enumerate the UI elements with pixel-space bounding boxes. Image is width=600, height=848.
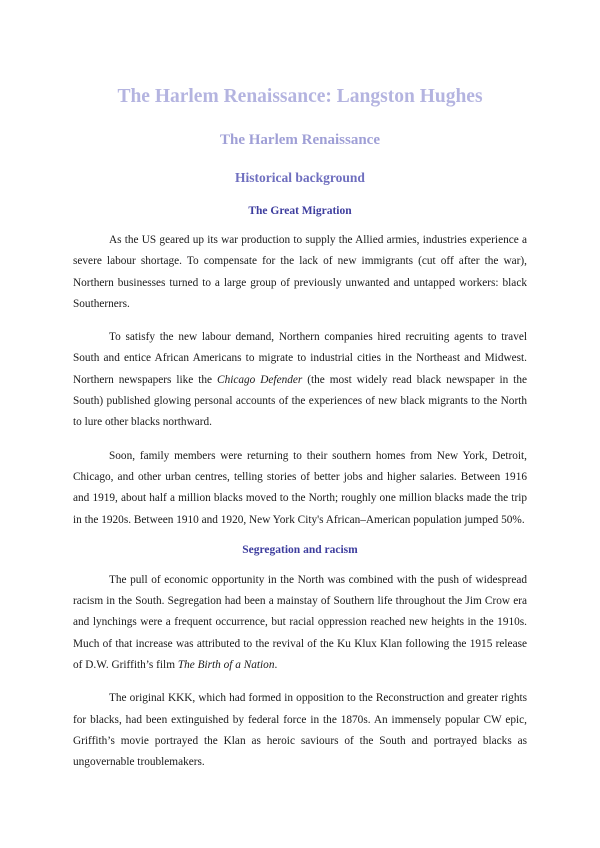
paragraph-2-text-a: To satisfy the new labour demand, Northern companies hired recruiting agents to travel South and entice African Americans to migrate to industrial cities in the Northeast and Midwest. Northern newspapers like the	[73, 331, 527, 386]
paragraph-2	[73, 327, 527, 433]
paragraph-2-text-b: (the most widely read black newspaper in the South) published glowing personal accounts of the experiences of new black migrants to the North to lure other blacks northward.	[73, 373, 527, 429]
paragraph-5: The original KKK, which had formed in opposition to the Reconstruction and greater rights for blacks, had been extinguished by federal force in the 1870s. An immensely popular CW epic, Griffith’s movie portrayed the Klan as heroic saviours of the South and portrayed blacks as ungovernable troublemakers.	[73, 692, 527, 769]
paragraph-3: Soon, family members were returning to their southern homes from New York, Detroit, Chicago, and other urban centres, telling stories of better jobs and higher salaries. Between 1916 and 1919, about half a million blacks moved to the North; roughly one million blacks made the trip in the 1920s. Between 1910 and 1920, New York City's African–American population jumped 50%.	[73, 449, 527, 526]
section-heading: The Harlem Renaissance	[220, 132, 380, 148]
paragraph-4-text-a: The pull of economic opportunity in the North was combined with the push of widespread racism in the South. Segregation had been a mainstay of Southern life throughout the Jim Crow era and lynchings were a frequent occurrence, but racial oppression reached new heights in the 1910s. Much of that increase was attributed to the revival of the Ku Klux Klan following the 1915 release of D.W. Griffith’s film	[73, 573, 527, 672]
paragraph-4-text-b: .	[274, 659, 278, 672]
document-title: The Harlem Renaissance: Langston Hughes	[117, 86, 483, 107]
heading-segregation: Segregation and racism	[242, 543, 358, 556]
paragraph-4	[73, 570, 527, 676]
newspaper-title: Chicago Defender	[217, 373, 303, 386]
film-title: The Birth of a Nation	[177, 659, 275, 672]
heading-great-migration: The Great Migration	[248, 205, 352, 217]
subsection-heading: Historical background	[235, 170, 365, 185]
paragraph-1: As the US geared up its war production to supply the Allied armies, industries experience a severe labour shortage. To compensate for the lack of new immigrants (cut off after the war), Northern businesses turned to a large group of previously unwanted and untapped workers: black Southerners.	[73, 234, 527, 310]
